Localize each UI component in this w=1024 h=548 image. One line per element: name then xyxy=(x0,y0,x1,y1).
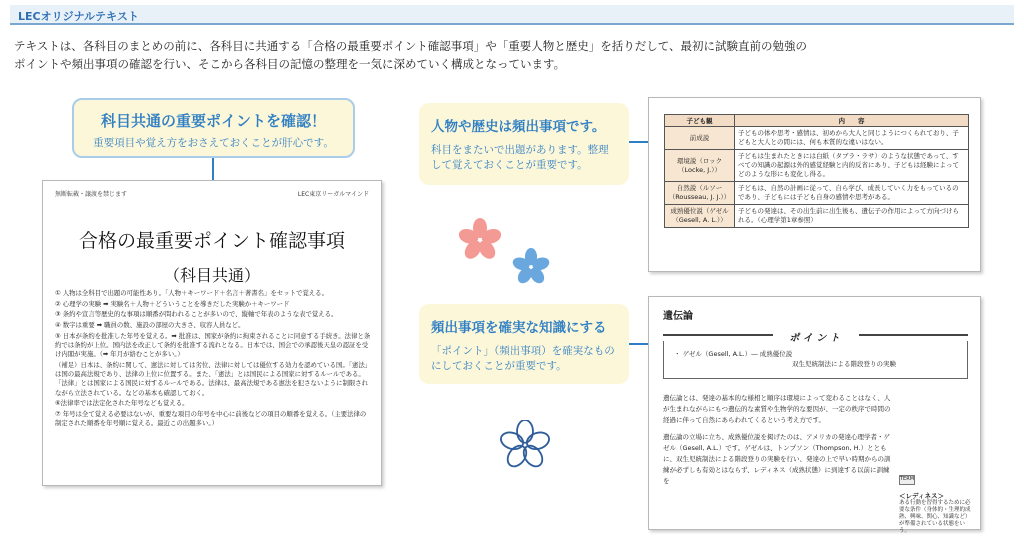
doc-title: 合格の最重要ポイント確認事項 xyxy=(78,230,345,252)
table-cell-desc: 子どもの体や思考・感情は、初めから大人と同じようにつくられており、子どもと大人との間には、何も本質的な違いはない。 xyxy=(735,127,969,150)
doc-header-left: 無断転載・譲渡を禁じます xyxy=(55,191,128,198)
callout-subtitle xyxy=(431,344,629,374)
callout-title: 頻出事項を確実な知識にする xyxy=(431,320,607,336)
callout-frequent-items xyxy=(419,304,629,384)
body-paragraph: 遺伝論の立場に立ち、成熟優位説を掲げたのは、アメリカの発達心理学者・ゲゼル（Gesell, A.L.）です。ゲゼルは、トンプソン（Thompson, H.）とともに、双生児統制法による階段登りの実験を行い、発達の上で早い時期からの訓練が必ずしも有効とはならず、レディネス（成熟状態）に到達する以前に訓練を xyxy=(663,433,891,485)
table-row xyxy=(665,205,969,228)
doc-header-right: LEC東京リーガルマインド xyxy=(297,191,369,198)
sidebar-term-title: ＜レディネス＞ xyxy=(899,492,944,500)
document-page-table xyxy=(648,97,981,272)
blue-flower-icon xyxy=(512,248,550,286)
point-item: ⑦ 年号は全て覚える必要はないが、重要な項目の年号を中心に前後などの項目の順番を覚える。（主要法律の制定された順番を年号順に覚える。最近この出題多い。） xyxy=(55,409,367,428)
section-header xyxy=(10,5,1014,25)
point-item: ③ 条約や宣言等歴史的な事項は順番が問われることが多いので、縦軸で年表のような表で覚える。 xyxy=(55,310,338,319)
point-item: ① 人物は全科目で出題の可能性あり。「人物＋キーワード＋名言＋著書名」をセットで覚える。 xyxy=(55,289,328,297)
point-item: （補足）日本は、条約に関して、憲法に対しては劣位、法律に対しては優位する効力を認めている国。「憲法」は国の最高法規であり、法律の上位に位置する。また、「憲法」とは国民による国家に対するルールである。「法律」とは国家による国民に対するルールである。法律は、最高法規である憲法を犯さないように制限されながら立法されている。などの基本も確認しておく。 xyxy=(55,360,369,397)
table-cell-term: 環境説（ロック（Locke, J.）） xyxy=(665,150,735,182)
sidebar-term-text: ある行動を習得するために必要な条件（身体的・生理的成熟、興味、関心、知識など）が準備されている状態をいう。 xyxy=(899,500,971,534)
table-cell-term: 前成説 xyxy=(665,127,735,150)
point-label: ポ イ ン ト xyxy=(789,333,840,344)
term-icon: TERM xyxy=(899,475,915,485)
table-row xyxy=(665,127,969,150)
doc-body xyxy=(55,289,371,430)
outline-flower-icon xyxy=(500,420,550,470)
table-cell-desc: 子どもは生まれたときには白紙（タブラ・ラサ）のような状態であって、すべての知識の起源は外的感覚経験と内的反省にあり、子どもは経験によってどのような形にも変化し得る。 xyxy=(735,150,969,182)
doc-body xyxy=(663,393,891,493)
callout-subtitle-line: 科目をまたいで出題があります。整理 xyxy=(431,144,609,156)
pink-flower-icon xyxy=(458,218,502,262)
callout-title: 人物や歴史は頻出事項です。 xyxy=(431,119,606,135)
callout-subtitle-line: にしておくことが重要です。 xyxy=(431,360,567,372)
point-line-2: 双生児統制法による階段登りの実験 xyxy=(792,360,896,368)
table-header: 子ども観 xyxy=(665,115,735,127)
intro-line-1: テキストは、各科目のまとめの前に、各科目に共通する「合格の最重要ポイント確認事項」や「重要人物と歴史」を括りだして、最初に試験直前の勉強の xyxy=(14,39,808,53)
table-row xyxy=(665,150,969,182)
document-page-heredity xyxy=(648,296,981,534)
body-paragraph: 遺伝論とは、発達の基本的な様相と順序は環境によって変わることはなく、人が生まれながらにもつ遺伝的な素質や生物学的な要因が、一定の秩序で時間の経過に伴って自然にあらわれてくるという考え方です。 xyxy=(663,394,891,424)
doc-heading: 遺伝論 xyxy=(663,311,693,322)
callout-subtitle-line: 「ポイント」（頻出事項）を確実なもの xyxy=(431,345,615,357)
intro-text xyxy=(14,37,1014,73)
callout-common-points xyxy=(72,98,355,158)
callout-people-history xyxy=(419,103,629,185)
point-item: ⑥法律率では法定化された年号なども覚える。 xyxy=(55,399,189,408)
point-item: ② 心理学の実験 ➡ 実験名＋人物＋どういうことを導きだした実験か＋キーワード xyxy=(55,299,290,308)
doc-subtitle: （科目共通） xyxy=(163,266,260,285)
table-row xyxy=(665,182,969,205)
callout-title: 科目共通の重要ポイントを確認！ xyxy=(100,112,326,130)
callout-subtitle xyxy=(431,143,629,173)
table-header: 内 容 xyxy=(735,115,969,127)
document-page-points xyxy=(42,180,382,486)
intro-line-2: ポイントや頻出事項の確認を行い、そこから各科目の記憶の整理を一気に深めていく構成となっています。 xyxy=(14,57,566,71)
point-item: ④ 数字は重要 ➡ 職員の数、施設の部屋の大きさ、収容人員など。 xyxy=(55,321,245,330)
point-line-1: ・ ゲゼル（Gesell, A.L.）― 成熟優位説 xyxy=(674,350,793,358)
child-view-table xyxy=(664,114,969,228)
callout-subtitle-line: して覚えておくことが重要です。 xyxy=(431,159,588,171)
section-title: LECオリジナルテキスト xyxy=(18,10,139,23)
table-cell-term: 自然説（ルソー（Rousseau, J. J.）） xyxy=(665,182,735,205)
table-cell-term: 成熟優位説（ゲゼル（Gesell, A. L.）） xyxy=(665,205,735,228)
table-cell-desc: 子どもは、自然の計画に従って、自ら学び、成長していく力をもっているのであり、子どもには子ども自身の感情や思考がある。 xyxy=(735,182,969,205)
point-item: ⑤ 日本が条約を批准した年号を覚える。➡ 批准は、国家が条約に拘束されることに同意する手続き。法律と条約では条約が上位。国内法を改正して条約を批准する流れとなる。日本では、国会での承認後天皇の認証を受け内閣が実施。（➡ 年月が絡むことが多い。） xyxy=(55,331,371,359)
point-box xyxy=(663,341,968,379)
callout-subtitle: 重要項目や覚え方をおさえておくことが肝心です。 xyxy=(93,137,334,149)
table-cell-desc: 子どもの発達は、その出生前に出生後も、遺伝子の作用によって方向づけられる。（心理学第1章参照） xyxy=(735,205,969,228)
